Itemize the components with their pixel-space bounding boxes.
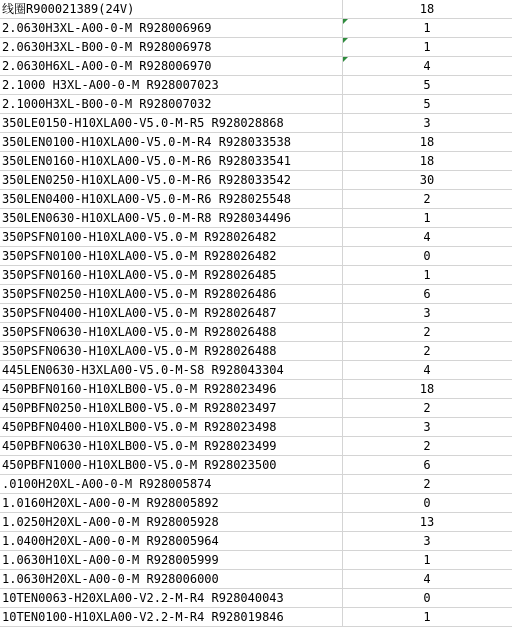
- cell-quantity[interactable]: 18: [342, 380, 512, 399]
- table-row: [0, 437, 512, 456]
- cell-quantity[interactable]: 4: [342, 57, 512, 76]
- table-row: [0, 418, 512, 437]
- cell-quantity[interactable]: 1: [342, 209, 512, 228]
- cell-quantity[interactable]: 2: [342, 475, 512, 494]
- cell-part-name[interactable]: 350LEN0630-H10XLA00-V5.0-M-R8 R928034496: [0, 209, 342, 228]
- cell-quantity[interactable]: 6: [342, 285, 512, 304]
- table-row: [0, 589, 512, 608]
- cell-quantity[interactable]: 18: [342, 133, 512, 152]
- table-row: [0, 570, 512, 589]
- cell-quantity[interactable]: 1: [342, 551, 512, 570]
- cell-quantity[interactable]: 4: [342, 228, 512, 247]
- table-row: [0, 513, 512, 532]
- cell-quantity[interactable]: 0: [342, 494, 512, 513]
- cell-quantity[interactable]: 3: [342, 304, 512, 323]
- cell-quantity[interactable]: 2: [342, 342, 512, 361]
- cell-part-name[interactable]: 1.0160H20XL-A00-0-M R928005892: [0, 494, 342, 513]
- comment-indicator-icon: [343, 19, 348, 24]
- table-row: [0, 171, 512, 190]
- cell-quantity[interactable]: 18: [342, 0, 512, 19]
- cell-part-name[interactable]: 450PBFN0630-H10XLB00-V5.0-M R928023499: [0, 437, 342, 456]
- cell-quantity[interactable]: 3: [342, 532, 512, 551]
- cell-part-name[interactable]: 1.0630H20XL-A00-0-M R928006000: [0, 570, 342, 589]
- cell-part-name[interactable]: 350PSFN0400-H10XLA00-V5.0-M R928026487: [0, 304, 342, 323]
- table-row: [0, 532, 512, 551]
- table-row: [0, 608, 512, 627]
- cell-part-name[interactable]: 350LEN0160-H10XLA00-V5.0-M-R6 R928033541: [0, 152, 342, 171]
- cell-part-name[interactable]: 350PSFN0630-H10XLA00-V5.0-M R928026488: [0, 323, 342, 342]
- table-row: [0, 266, 512, 285]
- cell-part-name[interactable]: 2.0630H3XL-B00-0-M R928006978: [0, 38, 342, 57]
- cell-part-name[interactable]: 10TEN0100-H10XLA00-V2.2-M-R4 R928019846: [0, 608, 342, 627]
- cell-part-name[interactable]: 350PSFN0630-H10XLA00-V5.0-M R928026488: [0, 342, 342, 361]
- cell-quantity[interactable]: 2: [342, 323, 512, 342]
- comment-indicator-icon: [343, 57, 348, 62]
- table-row: [0, 133, 512, 152]
- cell-part-name[interactable]: 2.1000 H3XL-A00-0-M R928007023: [0, 76, 342, 95]
- cell-part-name[interactable]: 350LE0150-H10XLA00-V5.0-M-R5 R928028868: [0, 114, 342, 133]
- cell-part-name[interactable]: 445LEN0630-H3XLA00-V5.0-M-S8 R928043304: [0, 361, 342, 380]
- cell-quantity[interactable]: 1: [342, 608, 512, 627]
- cell-part-name[interactable]: .0100H20XL-A00-0-M R928005874: [0, 475, 342, 494]
- cell-part-name[interactable]: 350PSFN0100-H10XLA00-V5.0-M R928026482: [0, 247, 342, 266]
- cell-quantity[interactable]: 4: [342, 361, 512, 380]
- cell-part-name[interactable]: 2.0630H3XL-A00-0-M R928006969: [0, 19, 342, 38]
- cell-quantity[interactable]: 2: [342, 437, 512, 456]
- cell-quantity[interactable]: 0: [342, 247, 512, 266]
- table-row: [0, 190, 512, 209]
- cell-part-name[interactable]: 450PBFN1000-H10XLB00-V5.0-M R928023500: [0, 456, 342, 475]
- table-row: [0, 456, 512, 475]
- cell-part-name[interactable]: 350PSFN0250-H10XLA00-V5.0-M R928026486: [0, 285, 342, 304]
- cell-quantity[interactable]: 3: [342, 114, 512, 133]
- table-row: [0, 399, 512, 418]
- comment-indicator-icon: [343, 38, 348, 43]
- table-row: [0, 475, 512, 494]
- cell-quantity[interactable]: 18: [342, 152, 512, 171]
- cell-quantity[interactable]: 1: [342, 38, 512, 57]
- table-row: [0, 247, 512, 266]
- cell-quantity[interactable]: 3: [342, 418, 512, 437]
- cell-quantity[interactable]: 30: [342, 171, 512, 190]
- table-row: [0, 494, 512, 513]
- table-row: [0, 114, 512, 133]
- cell-quantity[interactable]: 0: [342, 589, 512, 608]
- cell-part-name[interactable]: 1.0400H20XL-A00-0-M R928005964: [0, 532, 342, 551]
- table-row: [0, 95, 512, 114]
- table-row: [0, 285, 512, 304]
- table-row: [0, 228, 512, 247]
- cell-part-name[interactable]: 1.0630H10XL-A00-0-M R928005999: [0, 551, 342, 570]
- cell-part-name[interactable]: 线圈R900021389(24V): [0, 0, 342, 19]
- cell-quantity[interactable]: 4: [342, 570, 512, 589]
- cell-part-name[interactable]: 2.0630H6XL-A00-0-M R928006970: [0, 57, 342, 76]
- table-row: [0, 342, 512, 361]
- table-row: [0, 57, 512, 76]
- cell-part-name[interactable]: 450PBFN0400-H10XLB00-V5.0-M R928023498: [0, 418, 342, 437]
- table-row: [0, 209, 512, 228]
- cell-part-name[interactable]: 2.1000H3XL-B00-0-M R928007032: [0, 95, 342, 114]
- cell-part-name[interactable]: 350LEN0250-H10XLA00-V5.0-M-R6 R928033542: [0, 171, 342, 190]
- cell-part-name[interactable]: 350LEN0400-H10XLA00-V5.0-M-R6 R928025548: [0, 190, 342, 209]
- cell-part-name[interactable]: 350LEN0100-H10XLA00-V5.0-M-R4 R928033538: [0, 133, 342, 152]
- cell-part-name[interactable]: 450PBFN0160-H10XLB00-V5.0-M R928023496: [0, 380, 342, 399]
- cell-part-name[interactable]: 350PSFN0100-H10XLA00-V5.0-M R928026482: [0, 228, 342, 247]
- table-row: [0, 323, 512, 342]
- cell-quantity[interactable]: 6: [342, 456, 512, 475]
- table-row: [0, 38, 512, 57]
- cell-part-name[interactable]: 450PBFN0250-H10XLB00-V5.0-M R928023497: [0, 399, 342, 418]
- cell-quantity[interactable]: 2: [342, 399, 512, 418]
- table-row: [0, 304, 512, 323]
- cell-part-name[interactable]: 1.0250H20XL-A00-0-M R928005928: [0, 513, 342, 532]
- cell-part-name[interactable]: 350PSFN0160-H10XLA00-V5.0-M R928026485: [0, 266, 342, 285]
- table-row: [0, 76, 512, 95]
- table-row: [0, 152, 512, 171]
- table-row: [0, 380, 512, 399]
- cell-quantity[interactable]: 1: [342, 266, 512, 285]
- table-row: [0, 551, 512, 570]
- table-row: [0, 19, 512, 38]
- table-row: [0, 361, 512, 380]
- table-row: [0, 0, 512, 19]
- cell-quantity[interactable]: 1: [342, 19, 512, 38]
- cell-quantity[interactable]: 5: [342, 95, 512, 114]
- cell-part-name[interactable]: 10TEN0063-H20XLA00-V2.2-M-R4 R928040043: [0, 589, 342, 608]
- cell-quantity[interactable]: 13: [342, 513, 512, 532]
- cell-quantity[interactable]: 5: [342, 76, 512, 95]
- cell-quantity[interactable]: 2: [342, 190, 512, 209]
